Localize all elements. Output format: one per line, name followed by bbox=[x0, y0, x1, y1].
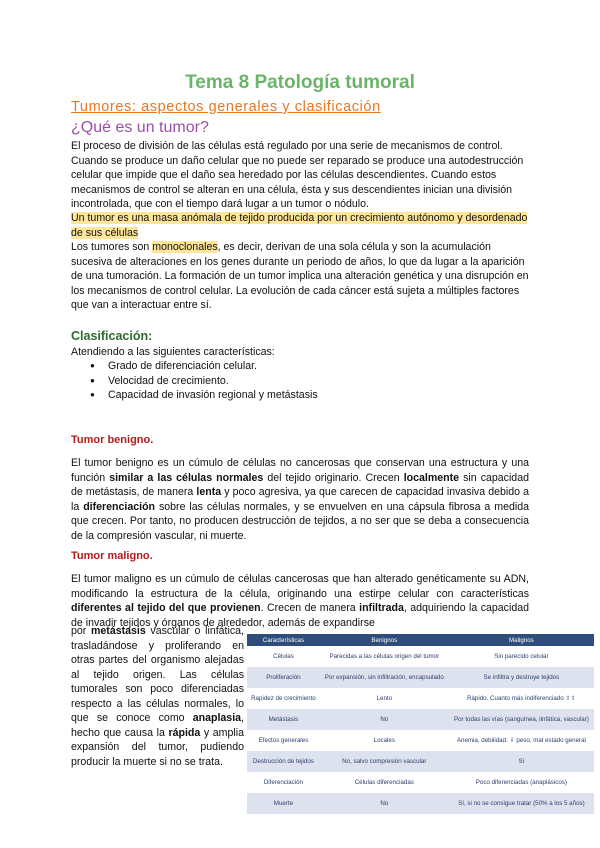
text-run: , hecho que causa la bbox=[71, 712, 244, 739]
table-cell: Rápido. Cuanto más indiferenciado ⇧⇧ bbox=[449, 688, 594, 709]
list-item: ● Capacidad de invasión regional y metástasis bbox=[90, 388, 318, 403]
section-heading: Tumores: aspectos generales y clasificación bbox=[71, 99, 381, 115]
table-row bbox=[247, 688, 594, 709]
text-run: Los tumores son bbox=[71, 241, 153, 253]
table-cell: Lento bbox=[320, 688, 449, 709]
comparison-table bbox=[247, 634, 594, 814]
table-cell: Por expansión, sin infiltración, encapsulado bbox=[320, 667, 449, 688]
text-run: , adquiriendo la capacidad de invadir tejidos y órganos de alrededor, además de expandirse bbox=[71, 602, 530, 629]
bold-run: infiltrada bbox=[359, 602, 404, 614]
list-item: ● Grado de diferenciación celular. bbox=[90, 359, 318, 374]
table-cell: Destrucción de tejidos bbox=[247, 751, 320, 772]
benigno-heading: Tumor benigno. bbox=[71, 434, 154, 446]
table-row bbox=[247, 751, 594, 772]
bold-run: similar a las células normales bbox=[109, 471, 264, 484]
table-cell: Metástasis bbox=[247, 709, 320, 730]
text-run: por bbox=[71, 625, 91, 637]
table-cell: Por todas las vías (sanguínea, linfática, vascular) bbox=[449, 709, 594, 730]
clasificacion-heading: Clasificación: bbox=[71, 329, 153, 343]
table-cell: No bbox=[320, 709, 449, 730]
bold-run: lenta bbox=[196, 486, 222, 498]
table-cell: Se infiltra y destruye tejidos bbox=[449, 667, 594, 688]
table-header: Características bbox=[247, 634, 320, 646]
table-cell: Efectos generales bbox=[247, 730, 320, 751]
bold-run: rápida bbox=[168, 726, 201, 739]
text-run: El tumor maligno es un cúmulo de células cancerosas que han alterado genéticamente su ADN, modificando la estructura de la célula, originando una estirpe celular con características bbox=[71, 573, 529, 600]
table-row bbox=[247, 793, 594, 814]
table-row bbox=[247, 646, 594, 667]
table-cell: Sí, si no se consigue tratar (50% a los 5 años) bbox=[449, 793, 594, 814]
maligno-continuation bbox=[71, 624, 244, 769]
table-cell: Poco diferenciadas (anaplásicos) bbox=[449, 772, 594, 793]
monoclonal-paragraph bbox=[71, 240, 529, 313]
table-cell: No, salvo compresión vascular bbox=[320, 751, 449, 772]
text-run: El tumor benigno es un cúmulo de células no cancerosas que conservan una estructura y una función bbox=[71, 457, 529, 484]
table-header: Benignos bbox=[320, 634, 449, 646]
table-cell: Diferenciación bbox=[247, 772, 320, 793]
definition-highlight bbox=[71, 211, 529, 240]
table-cell: Proliferación bbox=[247, 667, 320, 688]
table-row bbox=[247, 667, 594, 688]
table-row bbox=[247, 730, 594, 751]
table-cell: Sí bbox=[449, 751, 594, 772]
text-run: vascular o linfática, trasladándose y proliferando en otras partes del organismo alejadas al tejido origen. Las células tumorales son poco diferenciadas respecto a las células normales, lo que se conoce como bbox=[71, 625, 244, 724]
benigno-paragraph bbox=[71, 456, 529, 543]
table-row bbox=[247, 709, 594, 730]
text-run: sobre las células normales, y se envuelven en una cápsula fibrosa a medida que crecen. Por tanto, no producen destrucción de tejidos, a no ser que se deba a consecuencia de la compresión vascular, ni muerte. bbox=[71, 500, 529, 542]
table-cell: Rapidez de crecimiento bbox=[247, 688, 320, 709]
bold-run: localmente bbox=[403, 471, 460, 484]
text-run: , es decir, derivan de una sola célula y son la acumulación sucesiva de alteraciones en los genes durante un periodo de años, lo que da lugar a la aparición de una tumoración. La formación de un tumor implica una alteración genética y una disrupción en los mecanismos de control celular. La evolución de cada cáncer está sujeta a múltiples factores que van a interactuar entre sí. bbox=[71, 241, 529, 311]
table-cell: Células bbox=[247, 646, 320, 667]
table-header: Malignos bbox=[449, 634, 594, 646]
table-cell: Células diferenciadas bbox=[320, 772, 449, 793]
table-row bbox=[247, 772, 594, 793]
bold-run: anaplasia bbox=[192, 712, 242, 724]
table-cell: Anemia, debilidad. ⇩ peso, mal estado general bbox=[449, 730, 594, 751]
bold-run: diferenciación bbox=[83, 500, 156, 513]
highlight-text: monoclonales bbox=[152, 241, 218, 253]
table-cell: Muerte bbox=[247, 793, 320, 814]
text-run: sin capacidad de metástasis, de manera bbox=[71, 471, 529, 498]
question-heading: ¿Qué es un tumor? bbox=[71, 119, 209, 136]
maligno-heading: Tumor maligno. bbox=[71, 550, 153, 562]
text-run: y poco agresiva, ya que carecen de capacidad invasiva debido a la bbox=[71, 486, 529, 513]
bold-run: metástasis bbox=[90, 625, 146, 637]
table-cell: Locales bbox=[320, 730, 449, 751]
maligno-paragraph bbox=[71, 572, 529, 630]
clasificacion-lead: Atendiendo a las siguientes características: bbox=[71, 346, 275, 358]
table-cell: Sin parecido celular bbox=[449, 646, 594, 667]
highlight-text: Un tumor es una masa anómala de tejido producida por un crecimiento autónomo y desordenado de sus células bbox=[71, 212, 528, 239]
table-header-row bbox=[247, 634, 594, 646]
text-run: y amplia expansión del tumor, pudiendo producir la muerte si no se trata. bbox=[71, 726, 244, 768]
table-cell: Parecidas a las células origen del tumor bbox=[320, 646, 449, 667]
text-run: . Crecen de manera bbox=[260, 602, 360, 614]
criteria-list bbox=[90, 359, 318, 403]
list-item: ● Velocidad de crecimiento. bbox=[90, 374, 318, 389]
intro-paragraph: El proceso de división de las células está regulado por una serie de mecanismos de control. Cuando se produce un daño celular que no puede ser reparado se produce una autodestrucción celular que impide que el daño sea heredado por las células descendientes. Cuando estos mecanismos de control se alteran en una célula, ésta y sus descendientes inician una división incontrolada, que con el tiempo dará lugar a un tumor o nódulo. bbox=[71, 140, 524, 210]
page-title: Tema 8 Patología tumoral bbox=[185, 72, 415, 93]
table-cell: No bbox=[320, 793, 449, 814]
text-run: del tejido originario. Crecen bbox=[263, 471, 404, 484]
bold-run: diferentes al tejido del que provienen bbox=[71, 602, 261, 614]
